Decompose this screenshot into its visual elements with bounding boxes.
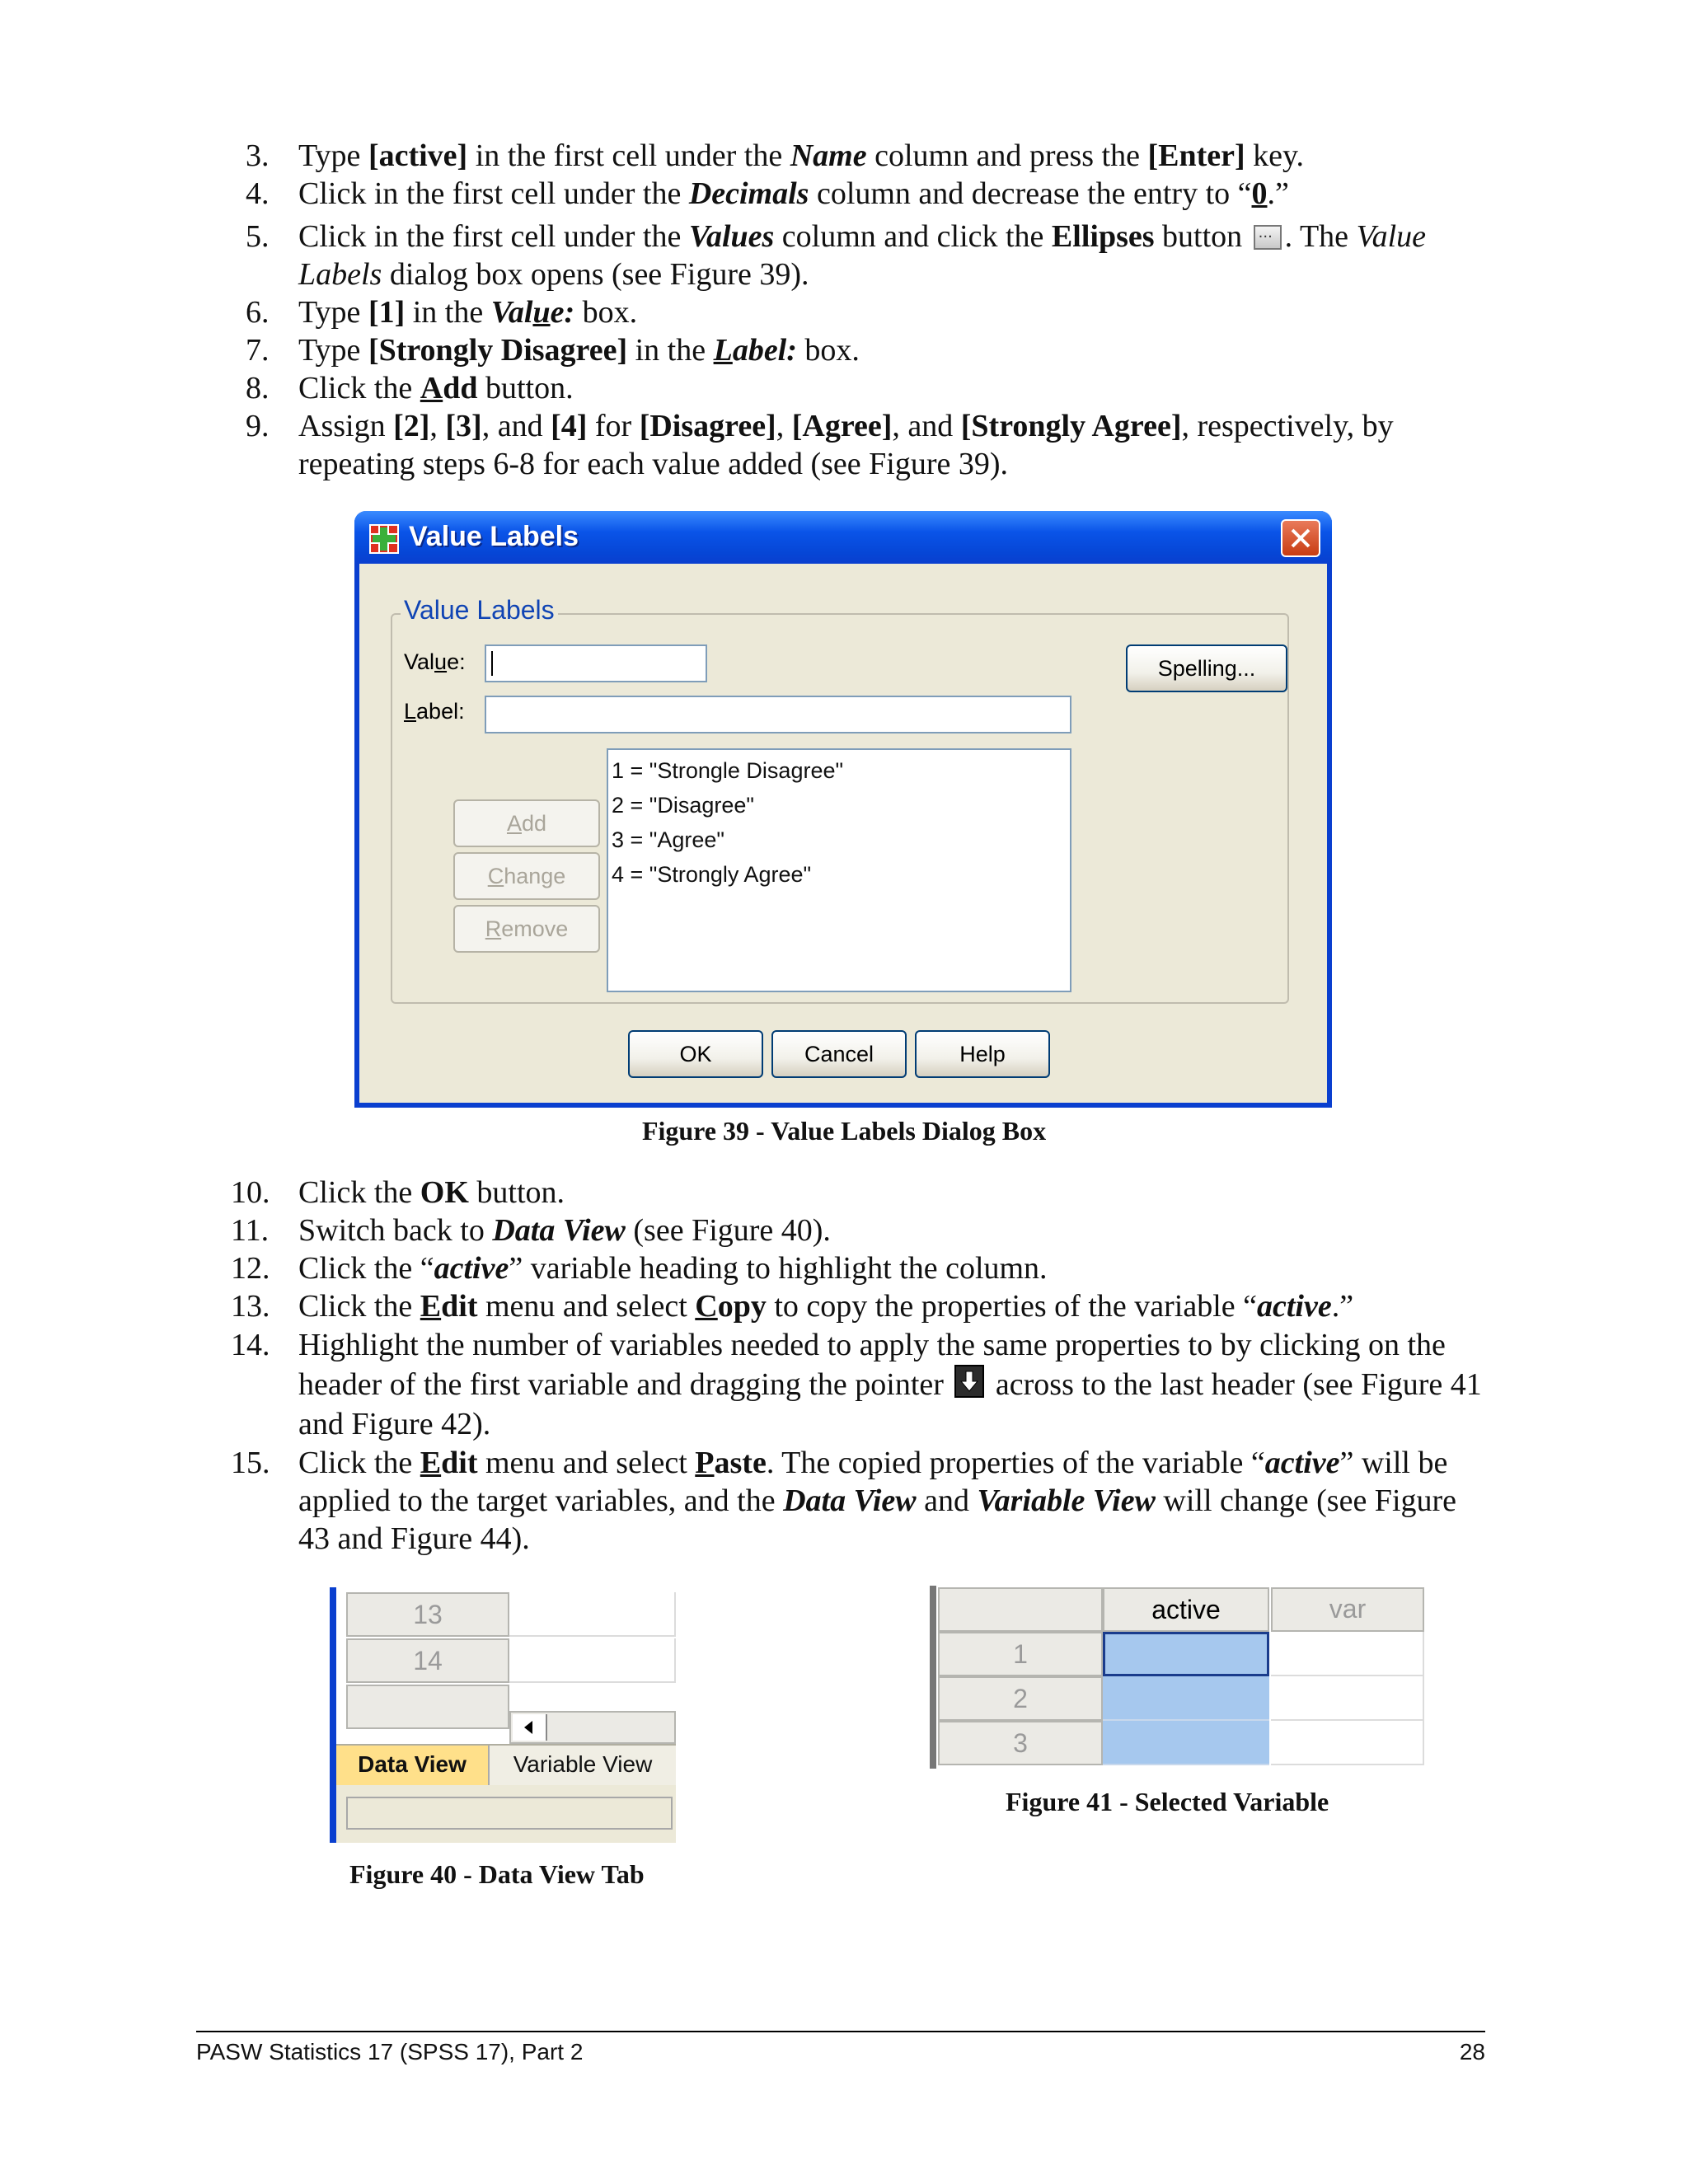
step-14: 14. Highlight the number of variables needed to apply the same properties to by clicking on the header of the first variable and dragging the pointer across to the last header (see Figure 41 and Figure 42). bbox=[231, 1328, 1482, 1441]
figure-40-data-view bbox=[330, 1587, 676, 1843]
figure-41-caption: Figure 41 - Selected Variable bbox=[1006, 1787, 1329, 1816]
value-input[interactable] bbox=[485, 644, 707, 682]
spelling-button[interactable]: Spelling... bbox=[1126, 644, 1287, 692]
instruction-list-part2 bbox=[231, 1174, 1482, 1558]
help-button[interactable]: Help bbox=[915, 1030, 1050, 1078]
groupbox-label: Value Labels bbox=[401, 595, 558, 626]
step-15: 15. Click the Edit menu and select Paste. The copied properties of the variable “active” will be applied to the target variables, and the Data View and Variable View will change (see Figure 43 and Figure 44). bbox=[231, 1446, 1457, 1556]
selected-cell[interactable] bbox=[1103, 1676, 1269, 1721]
spss-grid-icon bbox=[369, 524, 399, 554]
cancel-button[interactable]: Cancel bbox=[771, 1030, 907, 1078]
dialog-title: Value Labels bbox=[409, 521, 579, 552]
row-header-1[interactable]: 1 bbox=[938, 1632, 1103, 1676]
ok-button[interactable]: OK bbox=[628, 1030, 763, 1078]
window-border bbox=[330, 1587, 336, 1843]
value-field-label: Value: bbox=[404, 649, 466, 674]
step-6: 6. Type [1] in the Value: box. bbox=[246, 295, 638, 330]
step-4: 4. Click in the first cell under the Decimals column and decrease the entry to “0.” bbox=[246, 176, 1289, 211]
figure-39-caption: Figure 39 - Value Labels Dialog Box bbox=[641, 1116, 1047, 1146]
step-9: 9. Assign [2], [3], and [4] for [Disagree], [Agree], and [Strongly Agree], respectively, by repeating steps 6-8 for each value added (see Figure 39). bbox=[246, 409, 1394, 481]
footer-rule bbox=[196, 2031, 1485, 2032]
data-cell[interactable] bbox=[1271, 1721, 1424, 1765]
list-item[interactable]: 3 = "Agree" bbox=[612, 827, 725, 852]
step-10: 10. Click the OK button. bbox=[231, 1175, 565, 1210]
view-tabs bbox=[336, 1744, 676, 1787]
row-header-13[interactable]: 13 bbox=[346, 1592, 509, 1637]
selected-cell[interactable] bbox=[1103, 1721, 1269, 1765]
change-button[interactable]: Change bbox=[453, 852, 600, 900]
column-header-var[interactable]: var bbox=[1271, 1587, 1424, 1632]
column-header-active[interactable]: active bbox=[1103, 1587, 1269, 1632]
step-13: 13. Click the Edit menu and select Copy to copy the properties of the variable “active.” bbox=[231, 1289, 1354, 1324]
value-labels-list[interactable] bbox=[607, 748, 1071, 992]
data-cell[interactable] bbox=[1271, 1632, 1424, 1676]
ellipsis-button-icon bbox=[1254, 225, 1282, 250]
data-cell[interactable] bbox=[509, 1638, 676, 1683]
step-7: 7. Type [Strongly Disagree] in the Label: box. bbox=[246, 333, 860, 368]
step-11: 11. Switch back to Data View (see Figure 40). bbox=[231, 1213, 831, 1248]
status-bar bbox=[336, 1785, 676, 1843]
step-8: 8. Click the Add button. bbox=[246, 371, 574, 405]
add-button[interactable]: Add bbox=[453, 799, 600, 847]
row-header-3[interactable]: 3 bbox=[938, 1721, 1103, 1765]
tab-data-view[interactable]: Data View bbox=[336, 1746, 490, 1785]
selected-cell-active[interactable] bbox=[1103, 1632, 1269, 1676]
row-header-empty bbox=[346, 1685, 509, 1729]
close-icon bbox=[1289, 527, 1312, 550]
data-cell[interactable] bbox=[1271, 1676, 1424, 1721]
instruction-list-part1 bbox=[246, 137, 1482, 483]
page-number: 28 bbox=[1459, 2039, 1485, 2064]
label-field-label: Label: bbox=[404, 699, 465, 724]
close-button[interactable] bbox=[1281, 519, 1320, 557]
step-3: 3. Type [active] in the first cell under the Name column and press the [Enter] key. bbox=[246, 138, 1305, 173]
row-header-14[interactable]: 14 bbox=[346, 1638, 509, 1683]
list-item[interactable]: 4 = "Strongly Agree" bbox=[612, 862, 812, 887]
figure-40-caption: Figure 40 - Data View Tab bbox=[349, 1859, 645, 1889]
corner-header bbox=[938, 1587, 1103, 1632]
down-arrow-pointer-icon bbox=[954, 1365, 984, 1398]
row-header-2[interactable]: 2 bbox=[938, 1676, 1103, 1721]
tab-variable-view[interactable]: Variable View bbox=[513, 1751, 653, 1777]
window-border bbox=[930, 1586, 936, 1769]
figure-41-selected-variable bbox=[930, 1586, 1424, 1769]
status-panel bbox=[346, 1797, 673, 1830]
step-5: 5. Click in the first cell under the Values column and click the Ellipses button ···. The Value Labels dialog box opens (see Figure 39). bbox=[246, 218, 1482, 293]
text-caret bbox=[491, 651, 493, 676]
remove-button[interactable]: Remove bbox=[453, 905, 600, 953]
triangle-left-icon bbox=[513, 1714, 546, 1741]
label-input[interactable] bbox=[485, 696, 1071, 733]
data-cell[interactable] bbox=[509, 1592, 676, 1637]
value-labels-dialog bbox=[354, 511, 1332, 1108]
horizontal-scrollbar[interactable] bbox=[509, 1711, 676, 1744]
dialog-titlebar[interactable] bbox=[354, 511, 1332, 564]
list-item[interactable]: 2 = "Disagree" bbox=[612, 793, 755, 818]
scroll-left-button[interactable] bbox=[513, 1714, 547, 1741]
footer-title: PASW Statistics 17 (SPSS 17), Part 2 bbox=[196, 2039, 584, 2064]
step-12: 12. Click the “active” variable heading to highlight the column. bbox=[231, 1251, 1048, 1286]
list-item[interactable]: 1 = "Strongle Disagree" bbox=[612, 758, 844, 783]
